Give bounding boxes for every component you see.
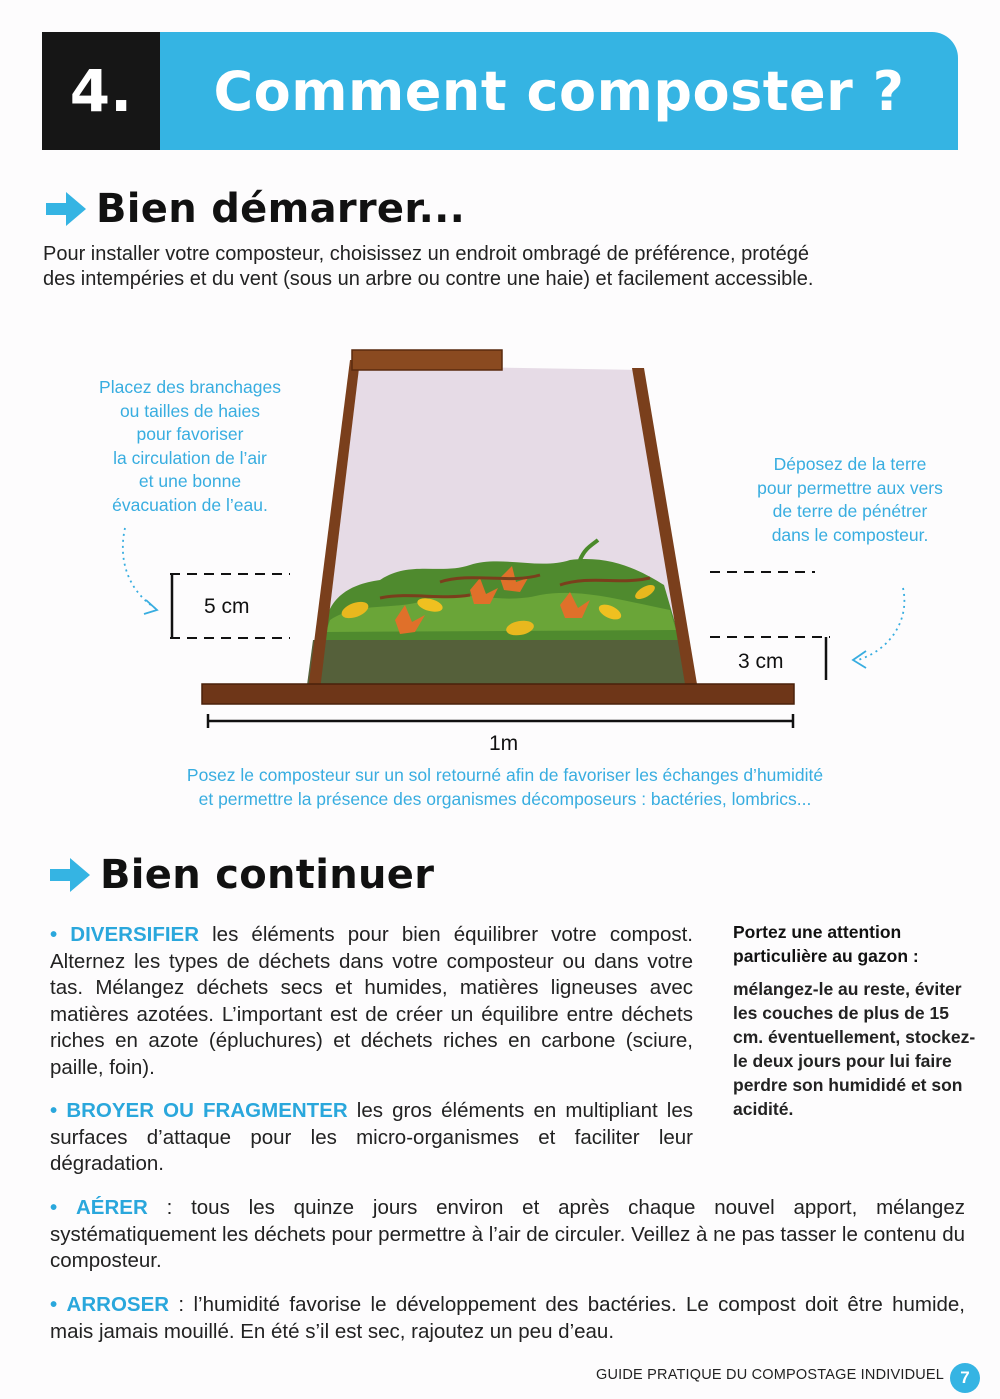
intro-line: des intempéries et du vent (sous un arbre ou contre une haie) et facilement accessible. <box>43 268 814 290</box>
sidebar-text: mélangez-le au reste, éviter les couches de plus de 15 cm. éventuellement, stockez-le deux jours pour lui faire perdre son humididé et son acidité. <box>733 979 976 1119</box>
caption-soil: Déposez de la terre pour permettre aux vers de terre de pénétrer dans le composteur. <box>757 454 943 545</box>
arrow-right-icon <box>44 189 88 229</box>
intro-paragraph <box>43 242 943 292</box>
item-keyword: BROYER OU FRAGMENTER <box>66 1099 348 1122</box>
page-number: 7 <box>950 1363 980 1393</box>
bullet: • <box>50 923 58 946</box>
section-heading-continue <box>48 852 434 898</box>
bullet: • <box>50 1293 58 1316</box>
footer-title: GUIDE PRATIQUE DU COMPOSTAGE INDIVIDUEL <box>596 1367 945 1383</box>
measure-label-3cm: 3 cm <box>738 650 784 673</box>
bullet: • <box>50 1196 58 1219</box>
ground-plank <box>202 684 794 704</box>
measure-label-5cm: 5 cm <box>204 595 250 618</box>
measure-label-1m: 1m <box>489 732 519 755</box>
bullet: • <box>50 1099 58 1122</box>
intro-line: Pour installer votre composteur, choisissez un endroit ombragé de préférence, protégé <box>43 243 809 265</box>
item-aerer <box>50 1195 965 1275</box>
section-title: Bien démarrer... <box>96 186 466 232</box>
item-keyword: DIVERSIFIER <box>70 923 200 946</box>
pointer-left <box>123 528 155 608</box>
page-title: Comment composter ? <box>213 59 905 123</box>
item-text: les éléments pour bien équilibrer votre compost. Alternez les types de déchets dans votre composteur ou dans votre tas. Mélangez déchets secs et humides, matières ligneuses avec matières azotées. L’important est de créer un équilibre entre déchets riches en azote (épluchures) et déchets riches en carbone (sciure, paille, foin). <box>50 923 693 1079</box>
sidebar-title: Portez une attention particulière au gazon : <box>733 922 919 966</box>
item-broyer <box>50 1098 693 1178</box>
item-arroser <box>50 1292 965 1345</box>
chapter-number-box <box>42 32 160 150</box>
caption-ground: Posez le composteur sur un sol retourné afin de favoriser les échanges d’humidité et permettre la présence des organismes décomposeurs : bactéries, lombrics... <box>186 765 824 809</box>
pointer-right <box>858 588 904 660</box>
soil-layer <box>307 640 693 685</box>
item-diversifier <box>50 922 693 1081</box>
lid <box>352 350 502 370</box>
item-text: : tous les quinze jours environ et après chaque nouvel apport, mélangez systématiquement les déchets pour permettre à l’air de circuler. Veillez à ne pas tasser le contenu du composteur. <box>50 1196 966 1272</box>
item-text: les gros éléments en multipliant les surfaces d’attaque pour les micro-organismes et faciliter leur dégradation. <box>50 1099 693 1175</box>
caption-branches: Placez des branchages ou tailles de haies pour favoriser la circulation de l’air et une bonne évacuation de l’eau. <box>99 377 281 515</box>
section-title: Bien continuer <box>100 852 435 898</box>
item-keyword: ARROSER <box>66 1293 170 1316</box>
arrow-right-icon <box>48 855 92 895</box>
chapter-number: 4. <box>69 57 133 125</box>
item-keyword: AÉRER <box>76 1196 148 1219</box>
item-text: : l’humidité favorise le développement des bactéries. Le compost doit être humide, mais jamais mouillé. En été s’il est sec, rajoutez un peu d’eau. <box>50 1293 965 1343</box>
section-heading-start <box>44 186 465 232</box>
